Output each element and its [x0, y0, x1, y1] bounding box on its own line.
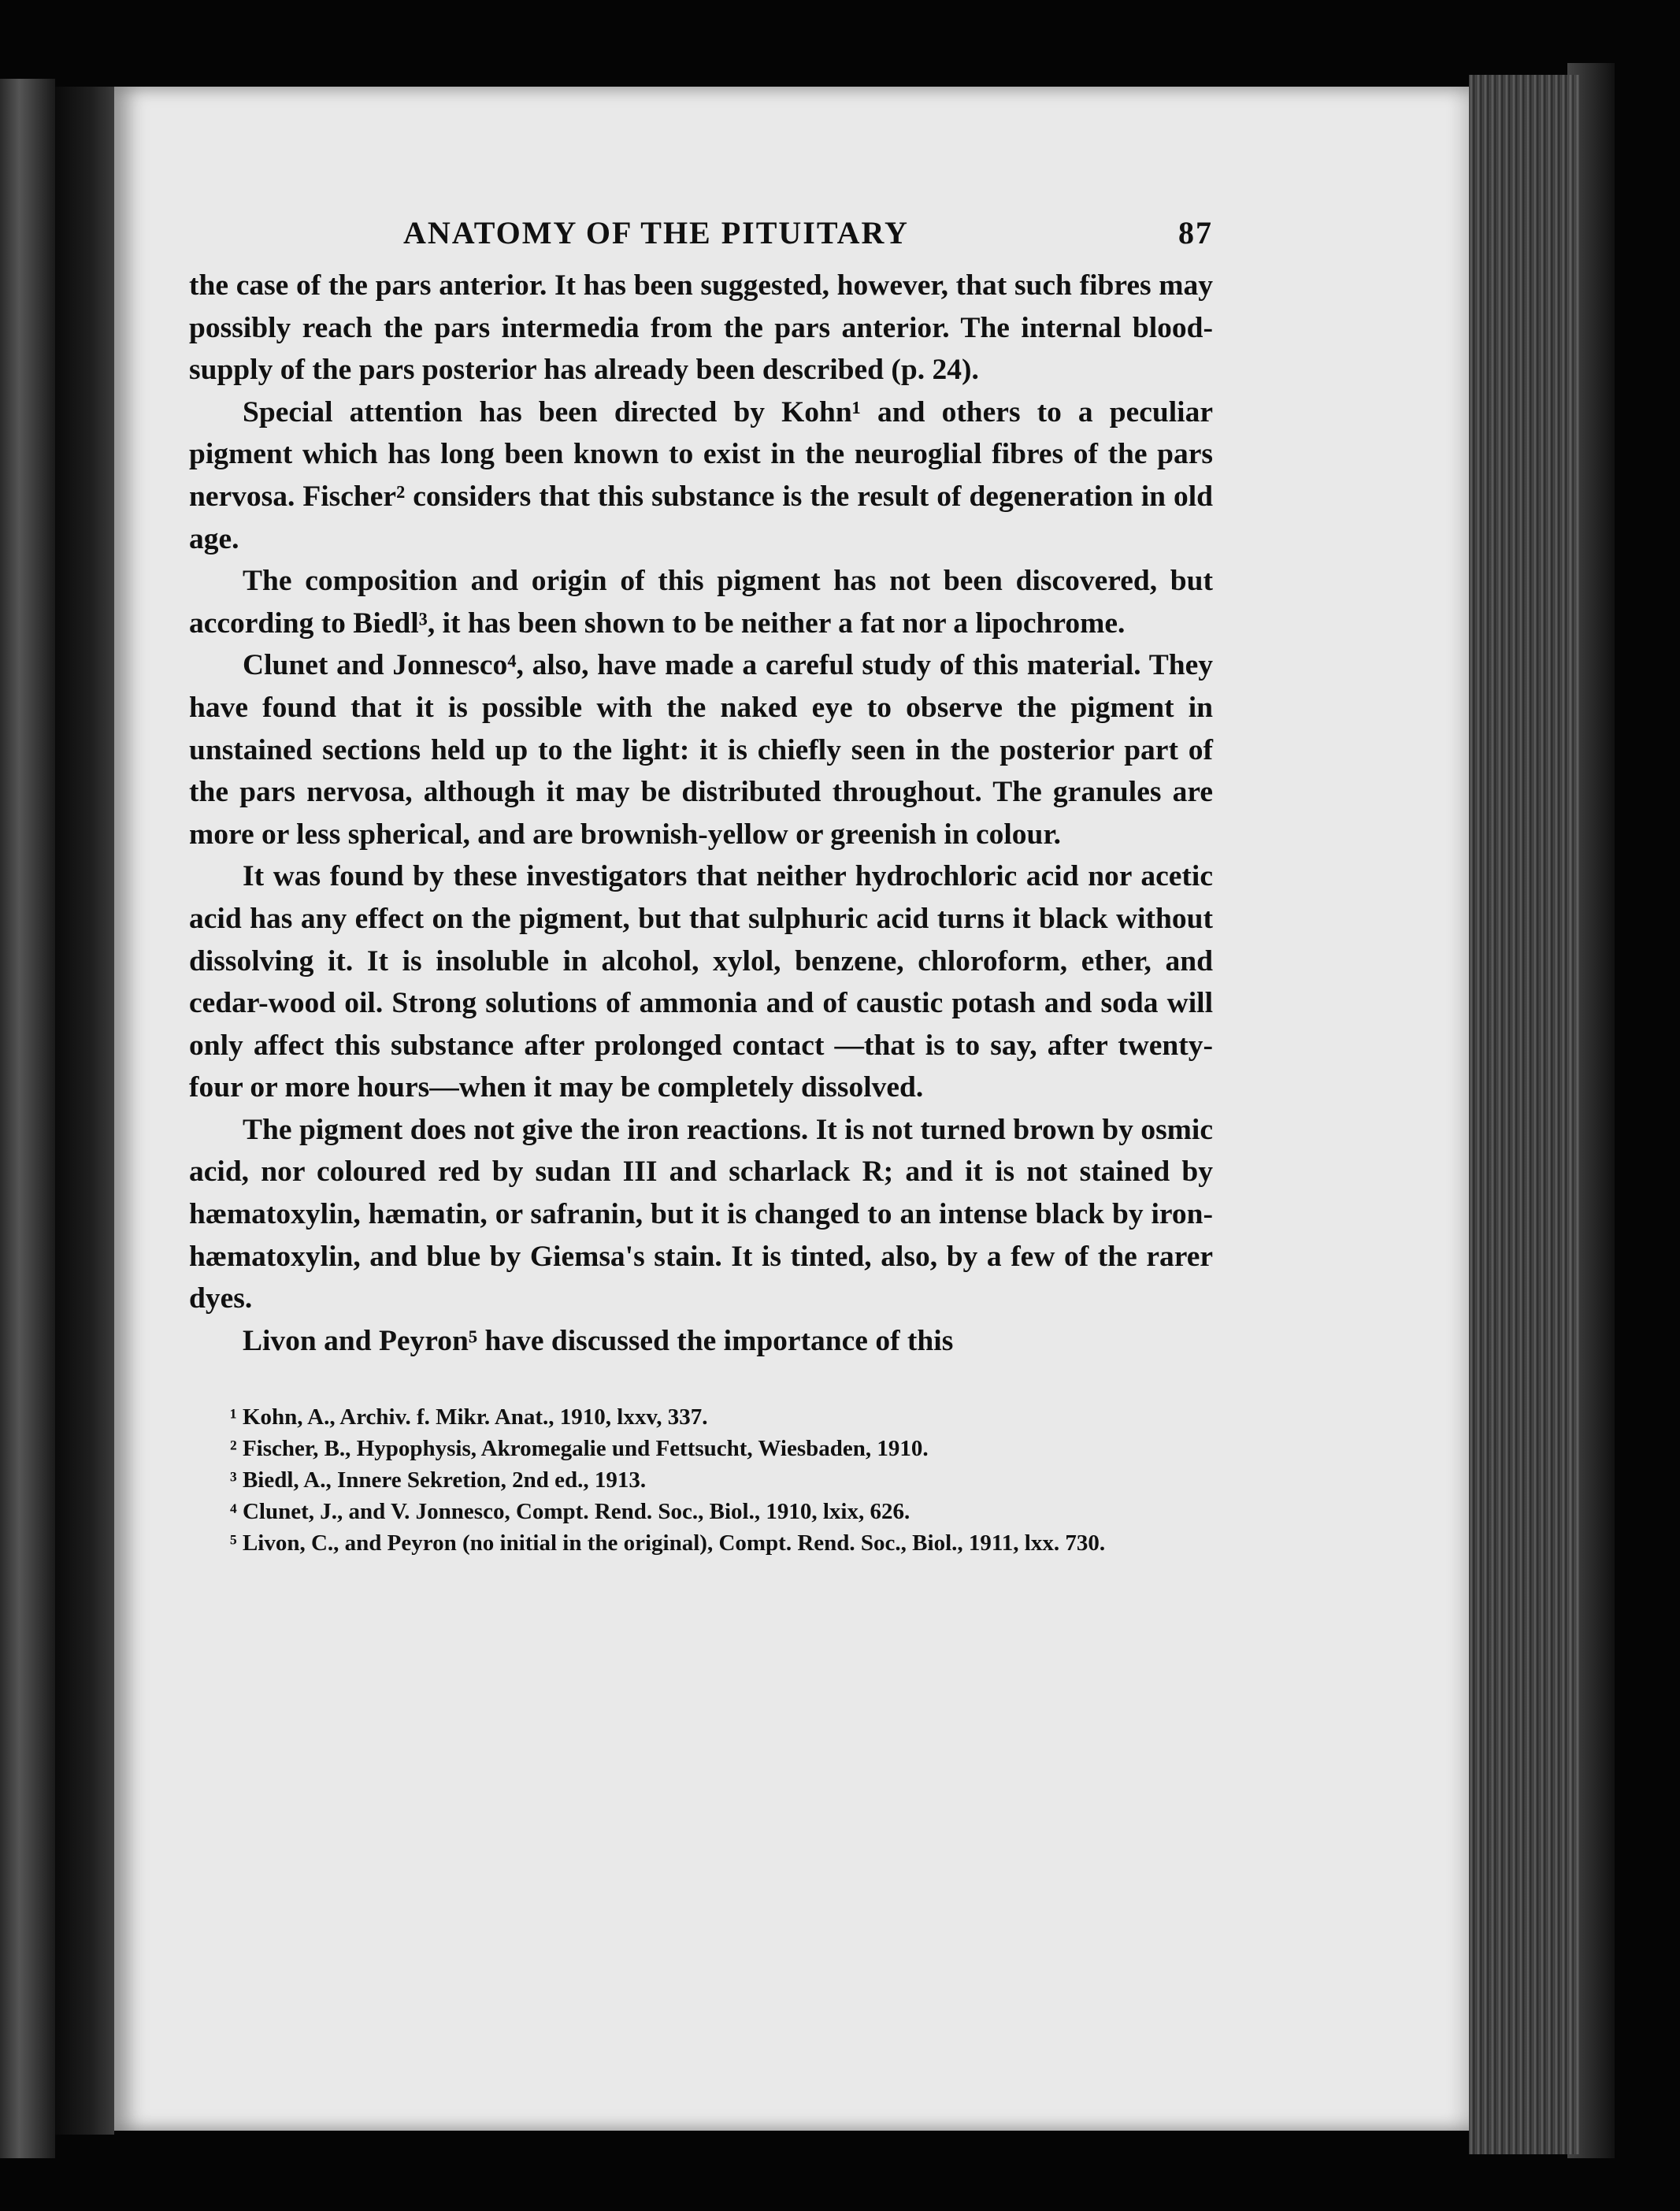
footnote: ² Fischer, B., Hypophysis, Akromegalie und Fettsucht, Wiesbaden, 1910.: [230, 1436, 929, 1462]
paragraph: the case of the pars anterior. It has been suggested, however, that such fibres may possibly reach the pars intermedia from the pars anterior. The internal blood-supply of the pars posterior has already been described (p. 24).: [189, 269, 1213, 387]
paragraph: The composition and origin of this pigment has not been discovered, but according to Biedl³, it has been shown to be neither a fat nor a lipochrome.: [189, 565, 1213, 640]
paragraph: Special attention has been directed by Kohn¹ and others to a peculiar pigment which has long been known to exist in the neuroglial fibres of the pars nervosa. Fischer² considers that this substance is the result of degeneration in old age.: [189, 395, 1213, 555]
paragraph: Livon and Peyron⁵ have discussed the importance of this: [243, 1324, 954, 1357]
paragraph: It was found by these investigators that neither hydrochloric acid nor acetic acid has any effect on the pigment, but that sulphuric acid turns it black without dissolving it. It is insoluble in alcohol, xylol, benzene, chloroform, ether, and cedar-wood oil. Strong solutions of ammonia and of caustic potash and soda will only affect this substance after prolonged contact —that is to say, after twenty-four or more hours—when it may be completely dissolved.: [189, 860, 1213, 1104]
page-content: [189, 214, 1213, 1559]
footnotes: [189, 1401, 1213, 1559]
paragraph: The pigment does not give the iron reactions. It is not turned brown by osmic acid, nor coloured red by sudan III and scharlack R; and it is not stained by hæmatoxylin, hæmatin, or safranin, but it is changed to an intense black by iron-hæmatoxylin, and blue by Giemsa's stain. It is tinted, also, by a few of the rarer dyes.: [189, 1113, 1213, 1315]
footnote: ¹ Kohn, A., Archiv. f. Mikr. Anat., 1910, lxxv, 337.: [230, 1404, 708, 1430]
page-block-edge: [1469, 75, 1579, 2154]
footnote: ⁵ Livon, C., and Peyron (no initial in the original), Compt. Rend. Soc., Biol., 1911, lxx. 730.: [230, 1530, 1106, 1556]
page-number: 87: [1178, 215, 1213, 250]
running-head: [189, 214, 1213, 265]
paragraph: Clunet and Jonnesco⁴, also, have made a careful study of this material. They have found that it is possible with the naked eye to observe the pigment in unstained sections held up to the light: it is chiefly seen in the posterior part of the pars nervosa, although it may be distributed throughout. The granules are more or less spherical, and are brownish-yellow or greenish in colour.: [189, 649, 1213, 851]
footnote: ³ Biedl, A., Innere Sekretion, 2nd ed., 1913.: [230, 1467, 647, 1493]
footnote: ⁴ Clunet, J., and V. Jonnesco, Compt. Rend. Soc., Biol., 1910, lxix, 626.: [230, 1499, 910, 1525]
book-gutter: [55, 87, 114, 2135]
left-page-edge: [0, 79, 55, 2158]
body-text: [189, 265, 1213, 1362]
running-title: ANATOMY OF THE PITUITARY: [403, 215, 909, 250]
